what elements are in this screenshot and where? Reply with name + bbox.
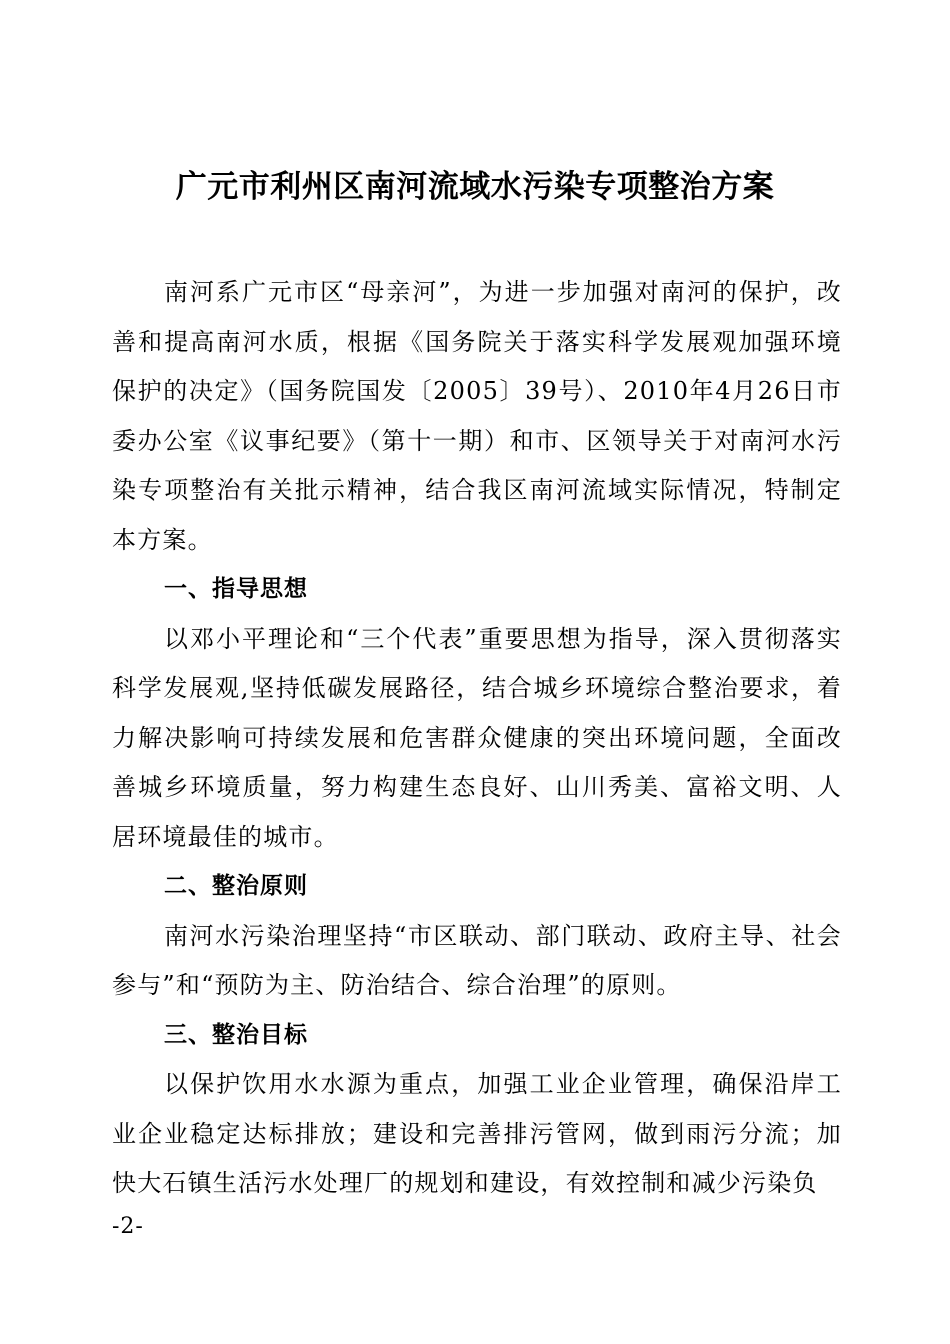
document-title: 广元市利州区南河流域水污染专项整治方案 — [175, 169, 775, 205]
section-paragraph-principles: 南河水污染治理坚持“市区联动、部门联动、政府主导、社会参与”和“预防为主、防治结合、综合治理”的原则。 — [112, 921, 842, 999]
intro-paragraph: 南河系广元市区“母亲河”，为进一步加强对南河的保护，改善和提高南河水质，根据《国务院关于落实科学发展观加强环境保护的决定》（国务院国发〔2005〕39号）、2010年4月26日市委办公室《议事纪要》（第十一期）和市、区领导关于对南河水污染专项整治有关批示精神，结合我区南河流域实际情况，特制定本方案。 — [112, 278, 842, 554]
section-heading-targets: 三、整治目标 — [164, 1021, 308, 1048]
section-heading-principles: 二、整治原则 — [164, 873, 308, 899]
section-paragraph-guiding-ideology: 以邓小平理论和“三个代表”重要思想为指导，深入贯彻落实科学发展观,坚持低碳发展路径，结合城乡环境综合整治要求，着力解决影响可持续发展和危害群众健康的突出环境问题，全面改善城乡环境质量，努力构建生态良好、山川秀美、富裕文明、人居环境最佳的城市。 — [112, 624, 842, 851]
section-heading-guiding-ideology: 一、指导思想 — [164, 576, 308, 602]
section-paragraph-targets: 以保护饮用水水源为重点，加强工业企业管理，确保沿岸工业企业稳定达标排放；建设和完善排污管网，做到雨污分流；加快大石镇生活污水处理厂的规划和建设，有效控制和减少污染负 — [112, 1070, 842, 1197]
document-body — [112, 268, 842, 1209]
page-number: -2- — [112, 1214, 144, 1239]
